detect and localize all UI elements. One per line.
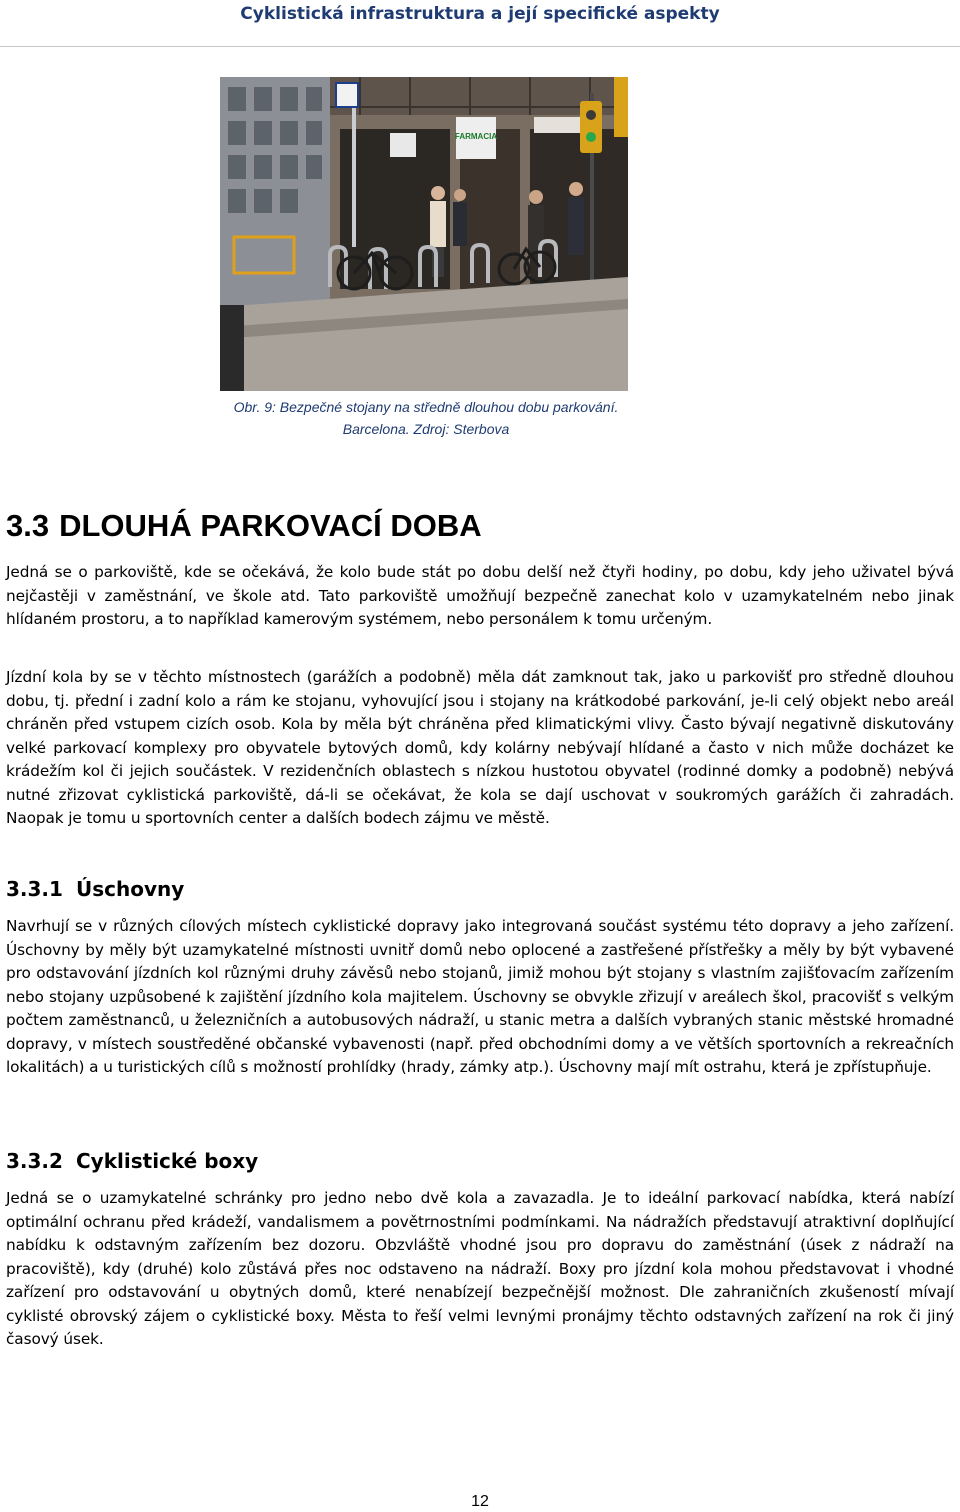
subsection-title: Cyklistické boxy	[76, 1149, 259, 1173]
street-photo-illustration	[220, 77, 628, 391]
traffic-light-right	[614, 77, 628, 137]
section-paragraph-2: Jízdní kola by se v těchto místnostech (garážích a podobně) měla dát zamknout tak, jako u parkovišť pro středně dlouhou dobu, tj. přední i zadní kolo a rám ke stojanu, vyhovující jsou i stojany na krátkodobé parkování, je-li celý objekt nebo areál chráněn před vstupem cizích osob. Kola by měla být chráněna před klimatickými vlivy. Často bývají negativně diskutovány velké parkovací komplexy pro obyvatele bytových domů, kdy kolárny nebývají hlídané a často v nich může docházet ke krádežím kol či jejich součástek. V rezidenčních oblastech s nízkou hustotou obyvatel (rodinné domky a podobně) nebývá nutné zřizovat cyklistická parkoviště, dá-li se očekávat, že kola se dají uschovat v soukromých garážích či zahradách. Naopak je tomu u sportovních center a dalších bodech zájmu ve městě.	[6, 668, 954, 827]
foreground-pole	[220, 305, 244, 391]
subsection-heading-cyklisticke-boxy	[6, 1146, 258, 1176]
section-heading	[6, 506, 482, 546]
metro-sign	[336, 83, 358, 107]
page-number: 12	[471, 1493, 489, 1510]
figure-caption	[160, 396, 692, 440]
subsection-paragraph-uschovny: Navrhují se v různých cílových místech cyklistické dopravy jako integrovaná součást systému této dopravy a jeho zařízení. Úschovny by měly být uzamykatelné místnosti uvnitř domů nebo oplocené a zastřešené přístřešky a měly by být vybavené pro odstavování jízdních kol různými druhy závěsů nebo stojanů, jimiž mohou být stojany s vlastním zajišťovacím zařízením nebo stojany uzpůsobené k zajištění jízdního kola majitelem. Úschovny se obvykle zřizují v areálech škol, pracovišť s velkým počtem zaměstnanců, u železničních a autobusových nádraží, u stanic metra a dalších vybraných stanic městské hromadné dopravy, v místech soustředěné občanské vybavenosti (např. před obchodními domy a ve větších sportovních a rekreačních lokalitách) a u turistických cílů s možností prohlídky (hrady, zámky atp.). Úschovny mají mít ostrahu, která je zpřístupňuje.	[6, 917, 954, 1076]
header-divider	[0, 46, 960, 47]
figure-caption-line-1: Obr. 9: Bezpečné stojany na středně dlouhou dobu parkování.	[233, 399, 619, 415]
section-paragraph-1: Jedná se o parkoviště, kde se očekává, že kolo bude stát po dobu delší než čtyři hodiny, po dobu, kdy jeho uživatel bývá nejčastěji v zaměstnání, ve škole atd. Tato parkoviště umožňují bezpečně zanechat kolo v uzamykatelném nebo jinak hlídaném prostoru, a to například kamerovým systémem, nebo personálem k tomu určeným.	[6, 563, 954, 628]
section-number: 3.3	[6, 508, 50, 543]
subsection-title: Úschovny	[76, 877, 185, 901]
sign-post	[352, 97, 356, 247]
running-header: Cyklistická infrastruktura a její specifické aspekty	[240, 4, 720, 24]
section-title: DLOUHÁ PARKOVACÍ DOBA	[59, 508, 482, 543]
subsection-heading-uschovny	[6, 874, 184, 904]
figure-caption-line-2: Barcelona. Zdroj: Sterbova	[342, 421, 510, 437]
farmacia-sign: FARMACIA	[454, 132, 498, 141]
figure-photo-bike-racks	[220, 77, 628, 391]
subsection-paragraph-cyklisticke-boxy: Jedná se o uzamykatelné schránky pro jedno nebo dvě kola a zavazadla. Je to ideální parkovací nabídka, která nabízí optimální ochranu před krádeží, vandalismem a povětrnostními podmínkami. Na nádražích představují atraktivní doplňující nabídku k odstavným zařízením bez dozoru. Obzvláště vhodné jsou pro dopravu do zaměstnání (úsek z nádraží na pracoviště), kdy (druhé) kolo zůstává přes noc odstaveno na nádraží. Boxy pro jízdní kola mohou představovat i vhodné zařízení pro odstavování u obytných domů, které nenabízejí bezpečnější možnost. Dle zahraničních zkušeností mívají cyklisté obrovský zájem o cyklistické boxy. Města to řeší velmi levnými pronájmy těchto odstavných zařízení na rok či jiný časový úsek.	[6, 1189, 954, 1348]
subsection-number: 3.3.2	[6, 1149, 63, 1173]
subsection-number: 3.3.1	[6, 877, 63, 901]
centre-sign	[390, 133, 416, 157]
traffic-light	[580, 101, 602, 153]
